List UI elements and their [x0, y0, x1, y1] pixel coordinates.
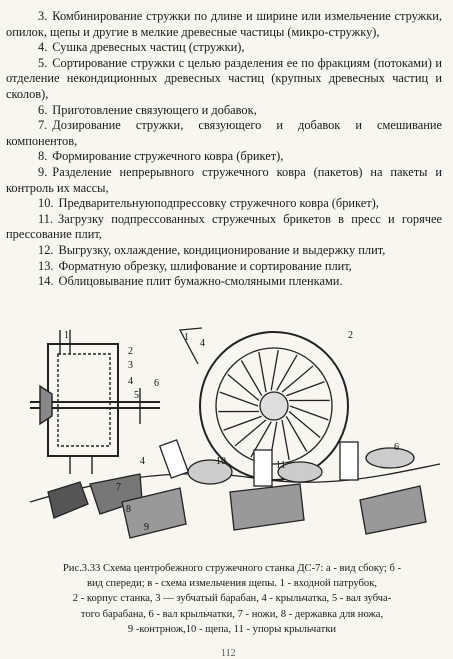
label: 2	[128, 346, 133, 357]
knife-holder	[230, 484, 304, 530]
label: 5	[134, 390, 139, 401]
front-hub	[260, 392, 288, 420]
impeller-stop	[340, 442, 358, 480]
list-item: 11. Загрузку подпрессованных стружечных брикетов в пресс и горячее прессование плит,	[6, 212, 442, 243]
diagram-svg	[30, 324, 444, 556]
label: 4	[200, 338, 205, 349]
label: 9	[144, 522, 149, 533]
label: 6	[154, 378, 159, 389]
machine-diagram	[30, 324, 444, 556]
side-view	[30, 330, 160, 474]
process-steps-list	[6, 9, 442, 290]
impeller-blade	[241, 361, 261, 396]
impeller-blade	[286, 416, 306, 451]
list-item: 4. Сушка древесных частиц (стружки),	[6, 40, 442, 56]
impeller-blade	[282, 420, 289, 460]
figure-caption: Рис.3.33 Схема центробежного стружечного станка ДС-7: а - вид сбоку; б - вид спереди; в - схема измельчения щепы. 1 - входной патрубок, 2 - корпус станка, 3 — зубчатый барабан, 4 - крыльчатка, 5 - вал зубча- того барабана, 6 - вал крыльчатки, 7 - ножи, 8 - державка для ножа, 9 -контрнож,10 - щепа, 11 - упоры крыльчатки	[26, 561, 438, 637]
cutting-scheme	[30, 440, 440, 538]
page-number: 112	[221, 648, 236, 659]
list-item: 10. Предварительнуюподпрессовку стружечного ковра (брикет),	[6, 196, 442, 212]
label: 4	[128, 376, 133, 387]
label: 11	[276, 460, 286, 471]
list-item: 14. Облицовывание плит бумажно-смоляными пленками.	[6, 274, 442, 290]
list-item: 13. Форматную обрезку, шлифование и сортирование плит,	[6, 259, 442, 275]
impeller-stop	[160, 440, 189, 478]
label: 7	[116, 482, 121, 493]
knife	[48, 482, 88, 518]
toothed-drum	[58, 354, 110, 446]
list-item: 12. Выгрузку, охлаждение, кондиционирование и выдержку плит,	[6, 243, 442, 259]
list-item: 8. Формирование стружечного ковра (брикет),	[6, 149, 442, 165]
wood-chip	[366, 448, 414, 468]
label: 2	[348, 330, 353, 341]
label: 4	[140, 456, 145, 467]
list-item: 5. Сортирование стружки с целью разделения ее по фракциям (потоками) и отделение некондиционных древесных частиц (крупных древесных частиц и сколов),	[6, 56, 442, 103]
list-item: 7. Дозирование стружки, связующего и добавок и смешивание компонентов,	[6, 118, 442, 149]
list-item: 9. Разделение непрерывного стружечного ковра (пакетов) на пакеты и контроль их массы,	[6, 165, 442, 196]
label: 1	[64, 330, 69, 341]
impeller	[40, 386, 52, 424]
impeller-stop	[254, 450, 272, 486]
label: 3	[128, 360, 133, 371]
impeller-blade	[277, 355, 297, 390]
label: 6	[394, 442, 399, 453]
list-item: 3. Комбинирование стружки по длине и ширине или измельчение стружки, опилок, щепы и другие в мелкие древесные частицы (микро-стружку),	[6, 9, 442, 40]
impeller-blade	[271, 350, 278, 390]
impeller-blade	[259, 352, 266, 392]
label: 8	[126, 504, 131, 515]
list-item: 6. Приготовление связующего и добавок,	[6, 103, 442, 119]
label: 1	[184, 332, 189, 343]
knife-holder	[360, 486, 426, 534]
label: 10	[216, 456, 226, 467]
